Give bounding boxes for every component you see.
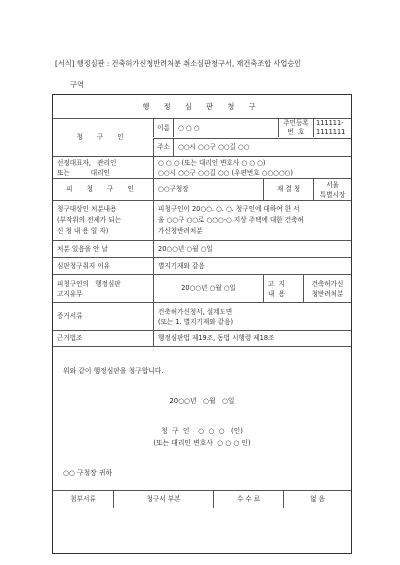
address-value: ○○시 ○○구 ○○길 ○○ bbox=[173, 138, 351, 156]
evidence-label: 증거서류 bbox=[57, 312, 83, 320]
notification-content-value: 건축허가신 청반려처분 bbox=[303, 275, 351, 302]
footer-row bbox=[53, 490, 351, 508]
evidence-value: 건축허가신청서, 설계도면 (또는 1. 별지기재와 같음) bbox=[153, 303, 351, 330]
notification-content-label: 고 지 내 용 bbox=[263, 275, 303, 302]
legal-basis-row bbox=[53, 331, 351, 347]
attachment-label: 첨부서류 bbox=[70, 495, 96, 503]
representative-row bbox=[53, 157, 351, 179]
reason-label: 심판청구취지 이유 bbox=[57, 261, 111, 270]
notice-date-value: 20○○년 ○월 ○일 bbox=[153, 241, 351, 257]
form-caption-cont: 구역 bbox=[70, 80, 84, 89]
addressee: ○○ 구청장 귀하 bbox=[63, 469, 113, 477]
respondent-row bbox=[53, 179, 351, 201]
form-title-row bbox=[53, 95, 351, 119]
representative-value: ○ ○ ○ (또는 대리인 변호사 ○ ○ ○) ○○시 ○○구 ○○길 ○○ (우편번호 ○○○○○) bbox=[153, 157, 351, 178]
disposition-label: 청구대상인 처분내용 (부작위의 전제가 되는 신 청 내 용 일 자) bbox=[57, 205, 122, 235]
statement-text: 위와 같이 행정심판을 청구합니다. bbox=[63, 367, 164, 375]
signature-alt: (또는 대리인 변호사 ○ ○ ○ 인) bbox=[153, 439, 251, 447]
form-title: 행 정 심 판 청 구 bbox=[142, 102, 262, 111]
address-label: 주소 bbox=[153, 138, 173, 156]
notification-label: 피청구인의 행정심판 고지유무 bbox=[57, 279, 121, 298]
disposition-row bbox=[53, 201, 351, 241]
filing-date: 20○○년 ○월 ○일 bbox=[169, 397, 235, 405]
signature-line: 청 구 인 ○ ○ ○ (인) bbox=[161, 427, 243, 435]
claimant-label: 청 구 인 bbox=[76, 133, 130, 141]
reason-row bbox=[53, 258, 351, 275]
fee-value: 없 음 bbox=[283, 491, 351, 508]
id-label: 주민등록 번 호 bbox=[278, 119, 313, 137]
name-value: ○ ○ ○ bbox=[173, 119, 278, 137]
evidence-row bbox=[53, 303, 351, 331]
notification-value: 20○○년 ○월 ○일 bbox=[153, 275, 263, 302]
respondent-value: ○○구청장 bbox=[153, 179, 263, 200]
respondent-label: 피 청 구 인 bbox=[66, 185, 140, 193]
name-label: 이름 bbox=[153, 119, 173, 137]
notification-row bbox=[53, 275, 351, 303]
appeal-form bbox=[52, 94, 352, 554]
disposition-value: 피청구인이 20○○. ○. ○. 청구인에 대하여 한 서 울 ○○구 ○○로 ○○○-○ 지상 주택에 대한 건축허 가신청반려처분 bbox=[153, 201, 351, 240]
notice-date-row bbox=[53, 241, 351, 258]
legal-basis-value: 행정심판법 제19조, 동법 시행령 제18조 bbox=[153, 331, 351, 346]
id-value: 111111- 1111111 bbox=[313, 119, 353, 137]
reason-value: 별지기재와 같음 bbox=[153, 258, 351, 274]
agency-value: 서울 특별시장 bbox=[313, 179, 351, 200]
attachment-value: 청구서 부본 bbox=[113, 491, 213, 508]
representative-label: 선정대표자, 관리인 또는 대리인 bbox=[57, 158, 117, 177]
form-caption: [서식] 행정심판 : 건축허가신청반려처분 취소심판청구서, 재건축조합 사업승인 bbox=[55, 59, 302, 68]
claimant-row bbox=[53, 119, 351, 157]
agency-label: 재 결 청 bbox=[263, 179, 313, 200]
notice-date-label: 처분 있음을 안 날 bbox=[57, 244, 108, 253]
legal-basis-label: 근거법조 bbox=[57, 334, 83, 342]
fee-label: 수 수 료 bbox=[213, 491, 283, 508]
